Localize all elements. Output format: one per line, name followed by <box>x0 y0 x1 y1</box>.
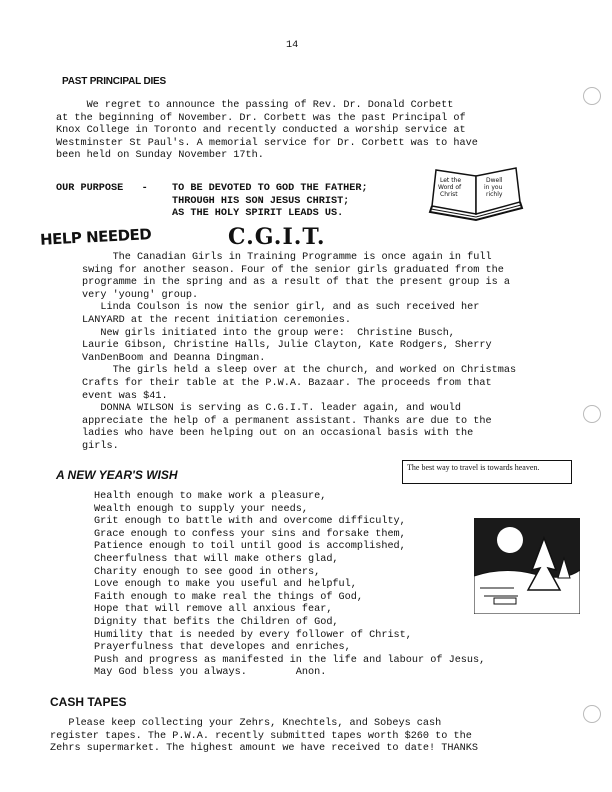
purpose-line: THROUGH HIS SON JESUS CHRIST; <box>172 195 350 207</box>
paragraph-line: LANYARD at the recent initiation ceremonies. <box>82 314 351 326</box>
open-bible-illustration <box>428 166 528 222</box>
paragraph-line: appreciate the help of a permanent assistant. Thanks are due to the <box>82 415 492 427</box>
poem-line: Push and progress as manifested in the life and labour of Jesus, <box>94 654 486 666</box>
paragraph-line: at the beginning of November. Dr. Corbett was the past Principal of <box>56 112 466 124</box>
binder-hole <box>583 87 601 105</box>
paragraph-line: Westminster St Paul's. A memorial service for Dr. Corbett was to have <box>56 137 478 149</box>
paragraph-line: DONNA WILSON is serving as C.G.I.T. leader again, and would <box>82 403 462 415</box>
poem-line: Patience enough to toil until good is accomplished, <box>94 541 406 553</box>
purpose-label: OUR PURPOSE - <box>56 183 148 194</box>
poem-line: Cheerfulness that will make others glad, <box>94 553 339 565</box>
past-principal-heading: PAST PRINCIPAL DIES <box>62 76 166 87</box>
cgit-body <box>82 252 516 454</box>
paragraph-line: been held on Sunday November 17th. <box>56 150 264 162</box>
poem-line: Grace enough to confess your sins and forsake them, <box>94 528 406 540</box>
poem-line: Dignity that befits the Children of God, <box>94 616 339 628</box>
paragraph-line: programme in the spring and as a result of that the present group is a <box>82 277 510 289</box>
paragraph-line: girls. <box>82 440 119 452</box>
paragraph-line: New girls initiated into the group were: Christine Busch, <box>82 327 455 339</box>
paragraph-line: VanDenBoom and Deanna Dingman. <box>82 352 266 364</box>
poem-line: Charity enough to see good in others, <box>94 566 321 578</box>
bible-left-text: Let the Word of Christ <box>438 177 462 198</box>
purpose-line: TO BE DEVOTED TO GOD THE FATHER; <box>172 183 368 194</box>
poem-line: Prayerfulness that developes and enriches, <box>94 642 351 654</box>
new-year-poem <box>94 491 485 680</box>
paragraph-line: Laurie Gibson, Christine Halls, Julie Clayton, Kate Rodgers, Sherry <box>82 340 492 352</box>
new-year-heading: A NEW YEAR'S WISH <box>56 468 178 482</box>
purpose-statement <box>172 183 368 221</box>
cash-tapes-body <box>50 718 478 756</box>
poem-line: Hope that will remove all anxious fear, <box>94 604 333 616</box>
binder-hole <box>583 705 601 723</box>
paragraph-line: event was $41. <box>82 390 168 402</box>
paragraph-line: Zehrs supermarket. The highest amount we have received to date! THANKS <box>50 743 478 755</box>
poem-line: May God bless you always. Anon. <box>94 667 327 679</box>
bible-right-text: Dwell in you richly <box>484 177 503 198</box>
poem-line: Faith enough to make real the things of God, <box>94 591 363 603</box>
paragraph-line: Crafts for their table at the P.W.A. Bazaar. The proceeds from that <box>82 377 492 389</box>
quote-box <box>402 460 572 484</box>
page-number: 14 <box>286 40 299 51</box>
paragraph-line: register tapes. The P.W.A. recently submitted tapes worth $260 to the <box>50 730 472 742</box>
paragraph-line: very 'young' group. <box>82 289 199 301</box>
quote-box-text: The best way to travel is towards heaven. <box>407 463 540 472</box>
cash-tapes-heading: CASH TAPES <box>50 695 127 709</box>
poem-line: Health enough to make work a pleasure, <box>94 491 327 502</box>
poem-line: Humility that is needed by every follower of Christ, <box>94 629 412 641</box>
paragraph-line: ladies who have been helping out on an occasional basis with the <box>82 428 474 440</box>
poem-line: Love enough to make you useful and helpful, <box>94 579 357 591</box>
paragraph-line: Linda Coulson is now the senior girl, and as such received her <box>82 302 480 314</box>
poem-line: Wealth enough to supply your needs, <box>94 503 308 515</box>
paragraph-line: The girls held a sleep over at the church, and worked on Christmas <box>82 365 517 377</box>
paragraph-line: swing for another season. Four of the senior girls graduated from the <box>82 264 504 276</box>
paragraph-line: The Canadian Girls in Training Programme is once again in full <box>82 252 492 263</box>
past-principal-body <box>56 100 478 163</box>
paragraph-line: We regret to announce the passing of Rev. Dr. Donald Corbett <box>56 100 454 111</box>
cgit-title: C.G.I.T. <box>228 224 326 250</box>
help-needed-heading: HELP NEEDED <box>39 225 152 249</box>
poem-line: Grit enough to battle with and overcome difficulty, <box>94 516 406 528</box>
binder-hole <box>583 405 601 423</box>
purpose-line: AS THE HOLY SPIRIT LEADS US. <box>172 208 344 220</box>
paragraph-line: Please keep collecting your Zehrs, Knechtels, and Sobeys cash <box>50 718 442 729</box>
winter-scene-illustration <box>474 518 580 614</box>
paragraph-line: Knox College in Toronto and recently conducted a worship service at <box>56 125 466 137</box>
